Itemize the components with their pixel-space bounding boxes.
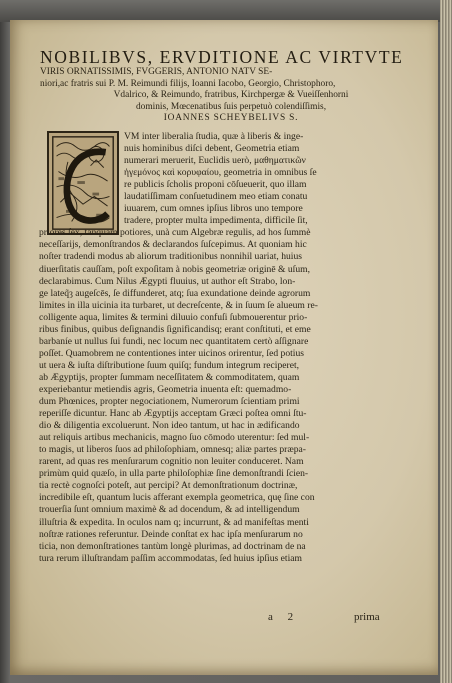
text-line: noſter tradendi modus ab aliorum traditionibus nonnihil uariat, huius: [39, 251, 302, 263]
body-text: [39, 131, 429, 565]
text-line: reperiſſe dicuntur. Hanc ab Ægyptijs acceptam Græci poſtea omni ſtu-: [39, 408, 307, 420]
text-line: dio & diligentia excoluerunt. Non ideo tantum, ut hac in ædificando: [39, 420, 300, 432]
text-line: ge lateq̃ȝ augeſcēs, ſe diffunderet, atq; ſua exundatione deinde agrorum: [39, 287, 311, 299]
catchword: prima: [354, 611, 380, 623]
dedication-line: VIRIS ORNATISSIMIS, FVGGERIS, ANTONIO NATV SE-: [40, 67, 273, 77]
dedication-line: dominis, Mœcenatibus ſuis perpetuò colendiſſimis,: [135, 101, 327, 112]
text-line: diuerſitatis cauſſam, poſt expoſitam à nobis geometriæ originē & uſum,: [39, 263, 310, 275]
text-line: colligente aqua, limites & termini diluuio confuſi ſubmouerentur prio-: [39, 311, 308, 323]
text-line: ticia, non demonſtrationes tantùm longè plurimas, ad doctrinam de na: [39, 540, 306, 552]
text-line: dum Phœnices, propter negociationem, Numerorum ſcientiam primi: [39, 396, 300, 408]
top-strip: [0, 0, 452, 22]
text-line: ἡγεμόνος καὶ κορυφαίου, geometria in omnibus ſe: [124, 167, 317, 179]
text-line: barbaníe ut nullus ſui fundi, nec locum nec quantitatem certò aſſignare: [39, 335, 309, 347]
text-line: VM inter liberalia ſtudia, quæ à liberis & inge-: [124, 131, 304, 142]
text-line: tradere, propter multa impedimenta, difficile ſit,: [124, 215, 308, 227]
text-line: to magis, ut liberos ſuos ad philoſophiam, omnesq; aliæ partes præpa-: [39, 444, 306, 456]
dedication-author: IOANNES SCHEYBELIVS S.: [163, 113, 299, 124]
text-line: experiebantur metiendis agris, Geometria inuenta eſt: quemadmo-: [39, 383, 292, 395]
text-line: laudatiſſimam conſuetudinem meo etiam conatu: [124, 191, 308, 203]
text-line: ut uera & iuſta diſtributione ſuum quiſq; fundum integrum reciperet,: [39, 359, 300, 371]
text-line: noſtræ rationes referuntur. Deinde conſtat ex hac ipſa menſurarum no: [39, 528, 303, 540]
text-line: ab Ægyptijs, propter ſummam neceſſitatem & commoditatem, quam: [39, 371, 300, 383]
text-line: re publicis ſcholis proponi cōſueuerit, quo illam: [124, 179, 307, 191]
page-heading: NOBILIBVS, ERVDITIONE AC VIRTVTE: [40, 47, 404, 67]
text-line: poſſet. Quamobrem ne contentiones inter uicinos orirentur, ſed potius: [39, 347, 304, 359]
text-line: illuſtria & expedita. In oculos nam q; incurrunt, & ad manifeſtas menti: [39, 516, 309, 528]
text-line: ribus finibus, quibus deſignandis ſignificandisq; erant conſtituti, et eme: [39, 323, 311, 335]
text-line: tia rectè cognoſci poteſt, aut percipi? At demonſtrationum doctrinæ,: [39, 480, 298, 492]
text-line: nuis hominibus diſci debent, Geometria etiam: [124, 143, 300, 155]
dedication-line: Vdalrico, & Reimundo, fratribus, Kirchpergæ & Vueiſſenhorni: [113, 90, 349, 101]
text-line: iuuarem, cum omnes ipſius libros uno tempore: [124, 203, 303, 215]
text-line: limites in illa uicinia ita turbaret, ut decreſcente, & in ſuum ſe alueum re-: [39, 299, 318, 311]
dedication-block: [40, 67, 422, 125]
text-line: primùm quid quæſo, in ulla parte philoſophiæ ſine demonſtrandi ſcien-: [39, 468, 309, 480]
text-line: rarent, ad quas res menſurarum cognitio non leuiter conduceret. Nam: [39, 456, 304, 468]
dedication-line: niori,ac fratris sui P. M. Reimundi filijs, Ioanni Iacobo, Georgio, Christophoro,: [40, 78, 336, 89]
text-line: tura rerum illuſtrandam paſſim accommodatas, ſed huius ipſius etiam: [39, 552, 302, 564]
text-line: neceſſarijs, demonſtrandos & declarandos ſuſcepimus. At quoniam hic: [39, 239, 307, 251]
text-line: aut reliquis artibus mechanicis, magno ſuo cōmodo uterentur: ſed mul-: [39, 432, 310, 444]
page-edges: [440, 0, 452, 683]
signature-mark: a 2: [268, 611, 300, 623]
book-page: [10, 20, 438, 675]
text-line: incredibile eſt, quantum lucis afferant exempla geometrica, quę ſine con: [39, 492, 315, 504]
text-line: declarabimus. Cum Nilus Ægypti fluuius, ut author eſt Strabo, lon-: [39, 275, 296, 287]
text-line: trouerſia ſunt omnium maximè & ad docendum, & ad intelligendum: [39, 504, 300, 516]
text-line: numerari meruerit, Euclidis uerò, μαθηματικῶν: [124, 155, 306, 167]
text-line: priores ſex, tanquam potiores, unà cum Algebræ regulis, ad hos ſummè: [39, 227, 311, 239]
